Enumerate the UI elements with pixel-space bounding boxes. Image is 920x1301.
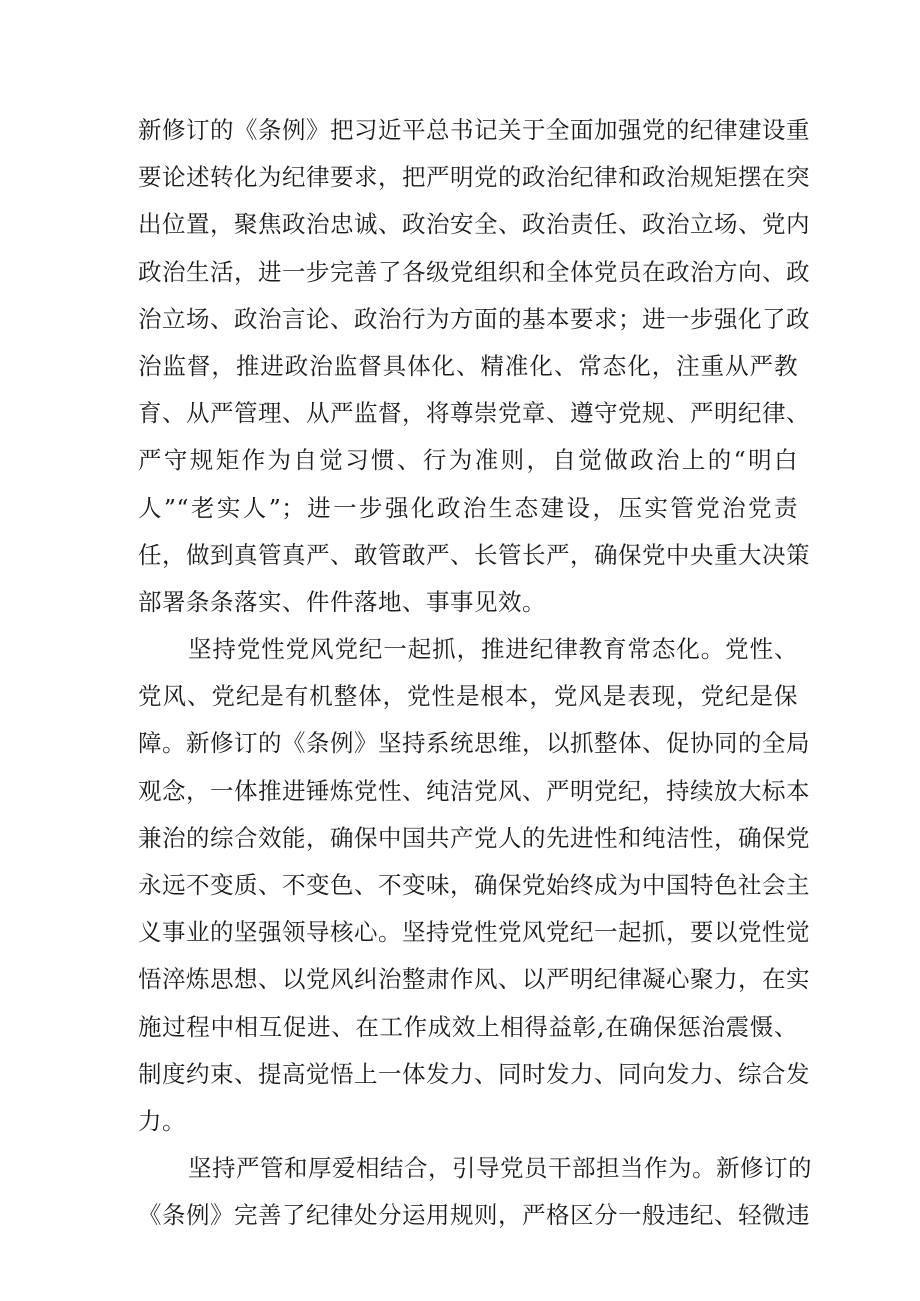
text-line: 兼治的综合效能，确保中国共产党人的先进性和纯洁性，确保党 <box>138 823 810 852</box>
text-line: 育、从严管理、从严监督，将尊崇党章、遵守党规、严明纪律、 <box>138 399 810 428</box>
text-line: 任，做到真管真严、敢管敢严、长管长严，确保党中央重大决策 <box>138 540 810 569</box>
text-line: 观念，一体推进锤炼党性、纯洁党风、严明党纪，持续放大标本 <box>138 776 810 805</box>
text-line: 坚持严管和厚爱相结合，引导党员干部担当作为。新修订的 <box>188 1154 812 1183</box>
text-line: 部署条条落实、件件落地、事事见效。 <box>138 587 546 616</box>
text-line: 力。 <box>138 1106 186 1135</box>
text-line: 新修订的《条例》把习近平总书记关于全面加强党的纪律建设重 <box>138 116 810 144</box>
text-line: 治监督，推进政治监督具体化、精准化、常态化，注重从严教 <box>138 351 798 380</box>
document-body <box>138 107 812 1240</box>
text-line: 党风、党纪是有机整体，党性是根本，党风是表现，党纪是保 <box>138 682 798 711</box>
text-line: 坚持党性党风党纪一起抓，推进纪律教育常态化。党性、 <box>188 635 798 664</box>
text-line: 《条例》完善了纪律处分运用规则，严格区分一般违纪、轻微违 <box>138 1201 810 1230</box>
text-line: 悟淬炼思想、以党风纠治整肃作风、以严明纪律凝心聚力，在实 <box>138 965 810 994</box>
text-line: 永远不变质、不变色、不变味，确保党始终成为中国特色社会主 <box>138 871 810 899</box>
text-line: 施过程中相互促进、在工作成效上相得益彰,在确保惩治震慑、 <box>138 1012 798 1041</box>
text-line: 要论述转化为纪律要求，把严明党的政治纪律和政治规矩摆在突 <box>138 163 810 192</box>
text-line: 出位置，聚焦政治忠诚、政治安全、政治责任、政治立场、党内 <box>138 210 810 239</box>
text-line: 障。新修订的《条例》坚持系统思维，以抓整体、促协同的全局 <box>138 729 810 758</box>
text-line: 政治生活，进一步完善了各级党组织和全体党员在政治方向、政 <box>138 257 810 286</box>
text-line: 治立场、政治言论、政治行为方面的基本要求；进一步强化了政 <box>138 304 810 333</box>
text-line: 人”“老实人”；进一步强化政治生态建设，压实管党治党责 <box>138 493 798 522</box>
text-line: 制度约束、提高觉悟上一体发力、同时发力、同向发力、综合发 <box>138 1059 810 1088</box>
text-line: 严守规矩作为自觉习惯、行为准则，自觉做政治上的“明白 <box>138 446 798 475</box>
text-line: 义事业的坚强领导核心。坚持党性党风党纪一起抓，要以党性觉 <box>138 918 810 947</box>
